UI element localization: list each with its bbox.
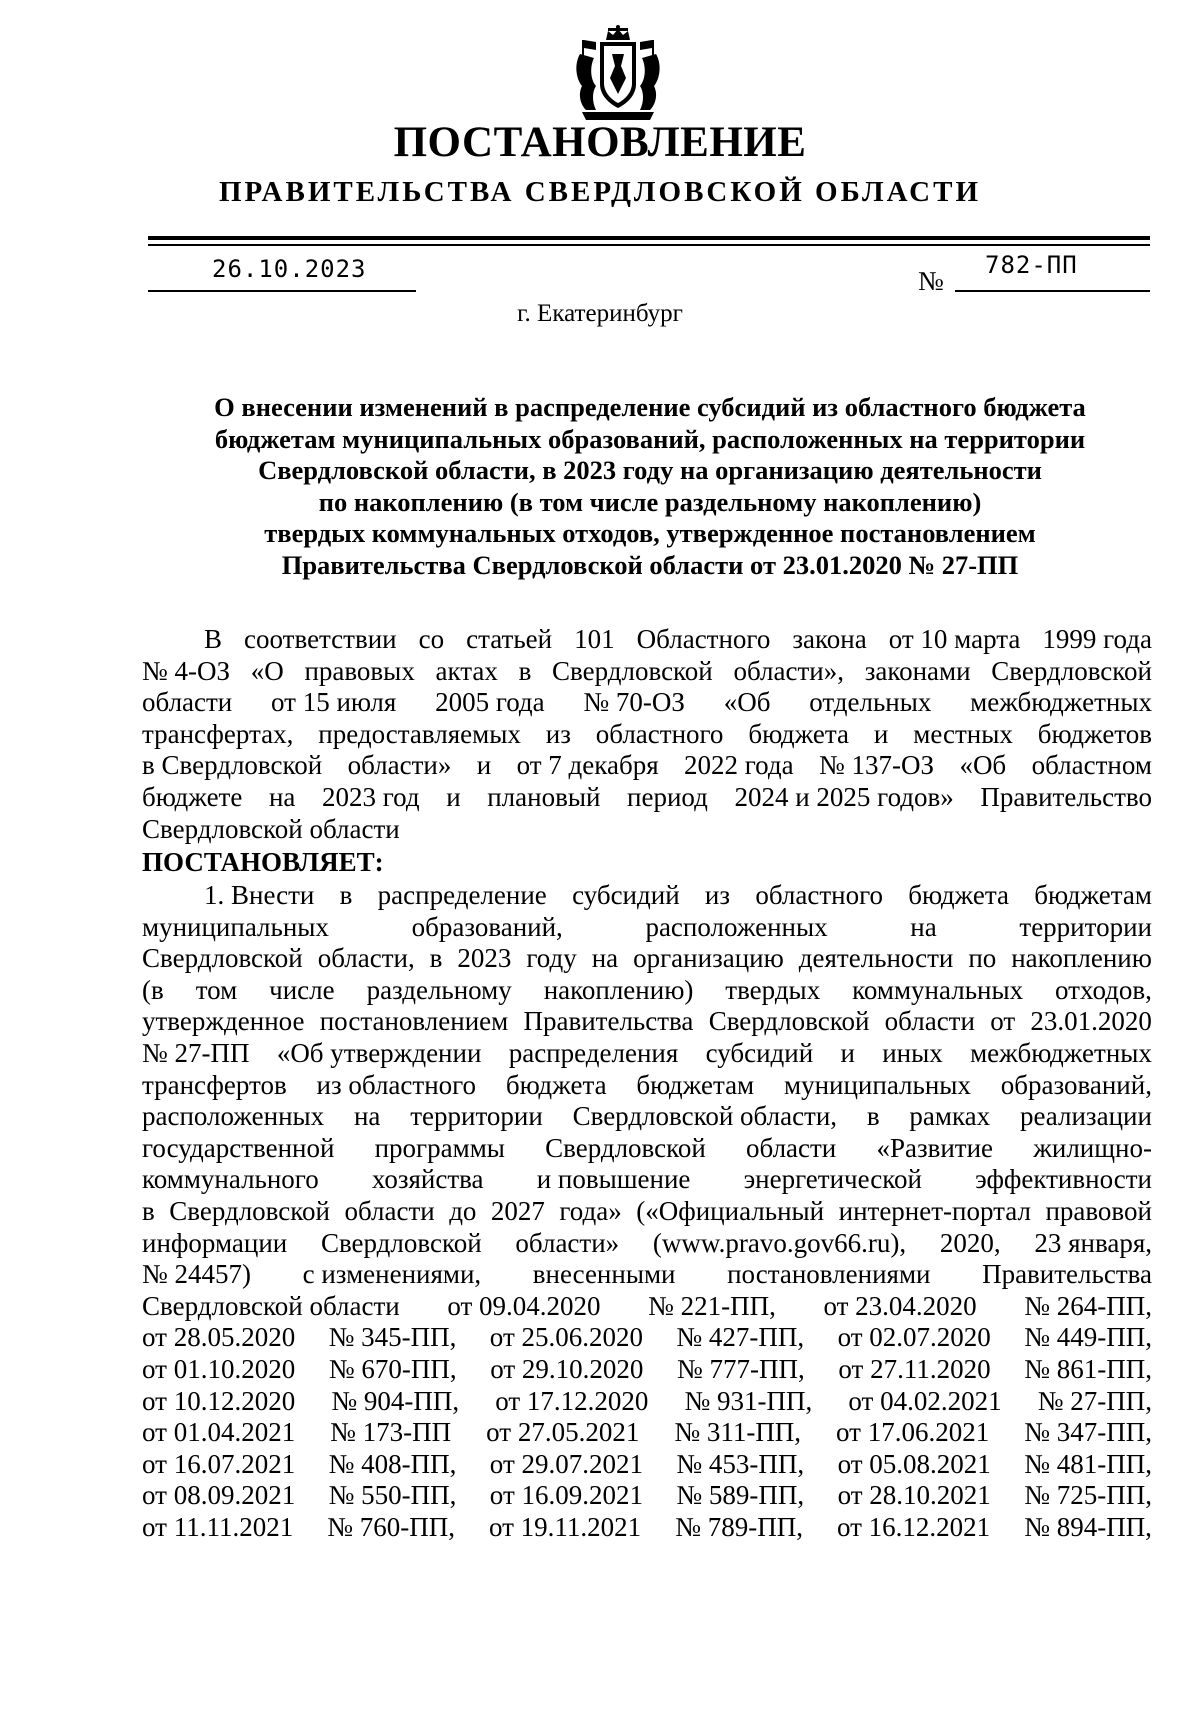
word: «Об bbox=[723, 687, 771, 718]
word: области bbox=[746, 1132, 837, 1163]
word: 2023 bbox=[457, 943, 512, 974]
word: № 27-ПП bbox=[142, 1038, 250, 1068]
word: в bbox=[429, 943, 443, 974]
word: области bbox=[344, 1196, 435, 1226]
word: бюджета bbox=[908, 880, 1009, 910]
item-line bbox=[204, 880, 1152, 912]
word: внесенными bbox=[532, 1259, 676, 1290]
item-line bbox=[142, 1038, 1152, 1070]
word: № 4-ОЗ bbox=[142, 655, 231, 686]
item-line bbox=[142, 1449, 1152, 1481]
word: от 17.12.2020 bbox=[495, 1385, 649, 1416]
word: Свердловской bbox=[142, 943, 303, 974]
item-line bbox=[142, 1512, 1152, 1544]
coat-of-arms-icon bbox=[568, 24, 668, 124]
word: субсидий bbox=[572, 880, 680, 910]
word: до bbox=[449, 1196, 477, 1226]
word: из bbox=[545, 718, 571, 749]
number-underline bbox=[955, 290, 1150, 292]
word: от 11.11.2021 bbox=[142, 1512, 294, 1542]
word: государственной bbox=[142, 1132, 335, 1163]
word: отходов, bbox=[1055, 974, 1152, 1005]
word: 1. Внести bbox=[204, 880, 315, 910]
word: из bbox=[704, 880, 731, 910]
word: от 04.02.2021 bbox=[848, 1385, 1002, 1416]
word: года» bbox=[559, 1196, 622, 1226]
subject-line: Свердловской области, в 2023 году на организацию деятельности bbox=[258, 455, 1042, 486]
word: областного bbox=[755, 880, 883, 910]
word: коммунальных bbox=[852, 974, 1024, 1005]
word: и bbox=[446, 782, 461, 812]
word: (www.pravo.gov66.ru), bbox=[652, 1227, 907, 1258]
item-line bbox=[142, 1006, 1152, 1038]
word: из областного bbox=[316, 1069, 477, 1100]
word: в bbox=[518, 655, 532, 686]
item-line bbox=[142, 1354, 1152, 1386]
word: субсидий bbox=[705, 1038, 814, 1068]
preamble-line bbox=[142, 719, 1152, 751]
resolves-heading: ПОСТАНОВЛЯЕТ: bbox=[142, 847, 384, 877]
word: № 27-ПП, bbox=[1037, 1385, 1152, 1416]
item-line bbox=[142, 1133, 1152, 1165]
word: 2027 bbox=[490, 1196, 545, 1226]
document-subject bbox=[150, 392, 1150, 582]
preamble-line bbox=[142, 814, 1152, 846]
word: № 347-ПП, bbox=[1024, 1417, 1152, 1448]
word: от bbox=[990, 1006, 1016, 1037]
preamble-line bbox=[142, 782, 1152, 814]
document-date: 26.10.2023 bbox=[212, 255, 367, 283]
item-line bbox=[142, 1322, 1152, 1354]
word: территории bbox=[410, 1101, 543, 1132]
word: закона bbox=[792, 624, 867, 654]
word: реализации bbox=[1019, 1101, 1152, 1132]
word: 2023 год bbox=[321, 782, 420, 812]
word: и bbox=[873, 718, 889, 749]
word: № 137-ОЗ bbox=[819, 750, 935, 781]
word: в bbox=[339, 880, 353, 910]
item-line bbox=[142, 1417, 1152, 1449]
word: от 16.09.2021 bbox=[489, 1480, 643, 1511]
word: Свердловской bbox=[708, 1006, 870, 1037]
word: «Об утверждении bbox=[276, 1038, 482, 1068]
word: межбюджетных bbox=[970, 687, 1152, 718]
issuer-name: ПРАВИТЕЛЬСТВА СВЕРДЛОВСКОЙ ОБЛАСТИ bbox=[218, 176, 982, 208]
word: правовых bbox=[304, 655, 415, 686]
word: распределения bbox=[508, 1038, 679, 1068]
item-line bbox=[142, 1070, 1152, 1102]
word: Свердловской области, bbox=[572, 1101, 838, 1132]
item-line bbox=[142, 1259, 1152, 1291]
word: области, bbox=[317, 943, 415, 974]
word: от 27.11.2020 bbox=[838, 1354, 991, 1384]
word: 2005 года bbox=[435, 687, 545, 718]
word: муниципальных bbox=[783, 1069, 971, 1100]
item-line bbox=[142, 1480, 1152, 1512]
word: от 01.10.2020 bbox=[142, 1354, 296, 1384]
word: от 10 марта bbox=[888, 624, 1021, 654]
word: числе bbox=[269, 974, 335, 1005]
word: № 449-ПП, bbox=[1024, 1322, 1152, 1353]
word: муниципальных bbox=[142, 911, 329, 942]
word: интернет-портал bbox=[838, 1196, 1031, 1226]
word: на bbox=[268, 782, 296, 812]
word: по bbox=[968, 943, 997, 974]
word: № 725-ПП, bbox=[1024, 1480, 1152, 1511]
word: Свердловской области bbox=[142, 813, 400, 844]
preamble-line bbox=[142, 687, 1152, 719]
word: № 427-ПП, bbox=[676, 1322, 805, 1353]
word: № 264-ПП, bbox=[1024, 1290, 1152, 1321]
word: отдельных bbox=[809, 687, 932, 718]
word: от 10.12.2020 bbox=[142, 1385, 296, 1416]
word: от 09.04.2020 bbox=[447, 1290, 601, 1321]
item-line bbox=[142, 943, 1152, 975]
item-line bbox=[142, 1291, 1152, 1323]
word: от 25.06.2020 bbox=[489, 1322, 643, 1353]
word: образований, bbox=[411, 911, 563, 942]
word: соответствии bbox=[244, 624, 397, 654]
word: бюджете bbox=[142, 782, 243, 812]
word: актах bbox=[435, 655, 498, 686]
word: территории bbox=[1019, 911, 1152, 942]
word: от 15 июля bbox=[271, 687, 397, 718]
item-line bbox=[142, 1228, 1152, 1260]
word: 2024 и 2025 годов» bbox=[734, 782, 954, 812]
word: Свердловской bbox=[169, 1196, 330, 1226]
number-sign: № bbox=[918, 266, 944, 296]
word: № 670-ПП, bbox=[328, 1354, 457, 1384]
word: Правительства bbox=[982, 1259, 1152, 1290]
word: плановый bbox=[487, 782, 601, 812]
word: бюджетам bbox=[1034, 880, 1152, 910]
subject-line: бюджетам муниципальных образований, расположенных на территории bbox=[214, 423, 1086, 454]
word: № 24457) bbox=[142, 1259, 252, 1290]
word: от 02.07.2020 bbox=[837, 1322, 991, 1353]
word: № 904-ПП, bbox=[331, 1385, 460, 1416]
word: межбюджетных bbox=[970, 1038, 1152, 1068]
word: Правительство bbox=[980, 782, 1152, 812]
word: от 27.05.2021 bbox=[486, 1417, 640, 1448]
word: «Об bbox=[959, 750, 1007, 781]
word: № 861-ПП, bbox=[1024, 1354, 1152, 1384]
word: том bbox=[195, 974, 238, 1005]
word: № 311-ПП, bbox=[674, 1417, 802, 1448]
word: в bbox=[866, 1101, 880, 1132]
word: от 23.04.2020 bbox=[823, 1290, 977, 1321]
document-city: г. Екатеринбург bbox=[517, 300, 683, 327]
word: № 70-ОЗ bbox=[583, 687, 685, 718]
word: № 173-ПП bbox=[330, 1417, 452, 1448]
document-title: ПОСТАНОВЛЕНИЕ bbox=[393, 119, 807, 166]
word: на bbox=[910, 911, 937, 942]
preamble-line bbox=[142, 656, 1152, 688]
word: период bbox=[627, 782, 708, 812]
word: на bbox=[353, 1101, 381, 1132]
word: Областного bbox=[636, 624, 771, 654]
word: от 29.10.2020 bbox=[490, 1354, 644, 1384]
word: статьей bbox=[466, 624, 553, 654]
word: коммунального bbox=[142, 1164, 319, 1195]
word: образований, bbox=[1000, 1069, 1152, 1100]
word: на bbox=[591, 943, 619, 974]
word: «О bbox=[250, 655, 284, 686]
word: предоставляемых bbox=[318, 718, 521, 749]
word: области bbox=[884, 1006, 975, 1037]
word: («Официальный bbox=[636, 1196, 825, 1226]
word: деятельности bbox=[798, 943, 954, 974]
word: от 01.04.2021 bbox=[142, 1417, 296, 1448]
word: № 345-ПП, bbox=[328, 1322, 457, 1353]
word: утвержденное bbox=[142, 1006, 305, 1037]
word: эффективности bbox=[975, 1164, 1152, 1195]
word: Свердловской bbox=[552, 655, 713, 686]
word: с изменениями, bbox=[302, 1259, 482, 1290]
word: В bbox=[204, 624, 223, 654]
item-line bbox=[142, 1164, 1152, 1196]
word: Свердловской bbox=[320, 1227, 482, 1258]
item-line bbox=[142, 1101, 1152, 1133]
word: от 17.06.2021 bbox=[836, 1417, 990, 1448]
word: в bbox=[142, 1196, 155, 1226]
word: № 931-ПП, bbox=[684, 1385, 813, 1416]
word: рамках bbox=[909, 1101, 991, 1132]
word: от 28.10.2021 bbox=[837, 1480, 991, 1511]
word: году bbox=[526, 943, 577, 974]
word: бюджетов bbox=[1037, 718, 1152, 749]
word: от 16.12.2021 bbox=[836, 1512, 991, 1542]
word: № 408-ПП, bbox=[328, 1448, 457, 1479]
word: программы bbox=[374, 1132, 505, 1163]
word: местных bbox=[913, 718, 1013, 749]
word: от 19.11.2021 bbox=[488, 1512, 642, 1542]
word: № 453-ПП, bbox=[676, 1448, 805, 1479]
word: Правительства bbox=[523, 1006, 694, 1037]
word: 1999 года bbox=[1042, 624, 1152, 654]
word: в Свердловской bbox=[142, 750, 323, 781]
preamble-line bbox=[142, 750, 1152, 782]
word: законами bbox=[864, 655, 971, 686]
word: раздельному bbox=[366, 974, 512, 1005]
word: 2020, bbox=[939, 1227, 1001, 1258]
word: 101 bbox=[574, 624, 615, 654]
word: постановлением bbox=[319, 1006, 509, 1037]
word: области» bbox=[347, 750, 452, 781]
word: № 221-ПП, bbox=[648, 1290, 776, 1321]
word: твердых bbox=[725, 974, 821, 1005]
word: от 16.07.2021 bbox=[142, 1448, 296, 1479]
word: области» bbox=[515, 1227, 620, 1258]
word: со bbox=[418, 624, 445, 654]
word: от 28.05.2020 bbox=[142, 1322, 296, 1353]
word: бюджета bbox=[505, 1069, 607, 1100]
word: и bbox=[840, 1038, 855, 1068]
word: иных bbox=[882, 1038, 943, 1068]
word: от 08.09.2021 bbox=[142, 1480, 296, 1511]
word: распределение bbox=[377, 880, 547, 910]
word: и повышение bbox=[536, 1164, 691, 1195]
word: области», bbox=[733, 655, 844, 686]
word: жилищно- bbox=[1033, 1132, 1152, 1163]
item-line bbox=[142, 1196, 1152, 1228]
word: № 894-ПП, bbox=[1024, 1512, 1152, 1542]
word: от 7 декабря bbox=[516, 750, 659, 781]
word: правовой bbox=[1045, 1196, 1152, 1226]
word: Свердловской bbox=[545, 1132, 706, 1163]
word: областном bbox=[1031, 750, 1152, 781]
word: № 481-ПП, bbox=[1024, 1448, 1152, 1479]
word: организацию bbox=[633, 943, 784, 974]
word: энергетической bbox=[743, 1164, 922, 1195]
word: 23.01.2020 bbox=[1030, 1006, 1152, 1037]
item-line bbox=[142, 912, 1152, 944]
word: областного bbox=[595, 718, 724, 749]
word: № 777-ПП, bbox=[677, 1354, 805, 1384]
word: расположенных bbox=[645, 911, 828, 942]
word: (в bbox=[142, 974, 164, 1005]
subject-line: Правительства Свердловской области от 23.01.2020 № 27-ПП bbox=[281, 549, 1019, 580]
subject-line: по накоплению (в том числе раздельному накоплению) bbox=[318, 486, 982, 517]
subject-line: твердых коммунальных отходов, утвержденное постановлением bbox=[264, 518, 1036, 549]
word: № 760-ПП, bbox=[327, 1512, 455, 1542]
word: от 29.07.2021 bbox=[489, 1448, 643, 1479]
word: № 789-ПП, bbox=[675, 1512, 803, 1542]
item-line bbox=[142, 1386, 1152, 1418]
word: «Развитие bbox=[876, 1132, 994, 1163]
word: области bbox=[142, 687, 233, 718]
preamble-line bbox=[204, 624, 1152, 656]
word: и bbox=[476, 750, 492, 781]
word: накоплению) bbox=[543, 974, 694, 1005]
header-divider-thin bbox=[148, 244, 1150, 246]
word: трансфертах, bbox=[142, 718, 294, 749]
word: № 589-ПП, bbox=[676, 1480, 805, 1511]
subject-line: О внесении изменений в распределение субсидий из областного бюджета bbox=[214, 392, 1086, 422]
word: № 550-ПП, bbox=[328, 1480, 457, 1511]
word: Свердловской bbox=[991, 655, 1152, 686]
date-underline bbox=[148, 290, 416, 292]
word: Свердловской области bbox=[142, 1290, 400, 1321]
word: расположенных bbox=[142, 1101, 325, 1132]
word: постановлениями bbox=[727, 1259, 931, 1290]
word: трансфертов bbox=[142, 1069, 287, 1100]
item-line bbox=[142, 975, 1152, 1007]
word: 2022 года bbox=[684, 750, 794, 781]
word: бюджета bbox=[748, 718, 849, 749]
word: от 05.08.2021 bbox=[837, 1448, 991, 1479]
word: накоплению bbox=[1011, 943, 1152, 974]
document-number: 782-ПП bbox=[985, 251, 1078, 279]
word: 23 января, bbox=[1034, 1227, 1152, 1258]
word: бюджетам bbox=[636, 1069, 755, 1100]
word: информации bbox=[142, 1227, 288, 1258]
word: хозяйства bbox=[371, 1164, 484, 1195]
header-divider-thick bbox=[148, 236, 1150, 240]
